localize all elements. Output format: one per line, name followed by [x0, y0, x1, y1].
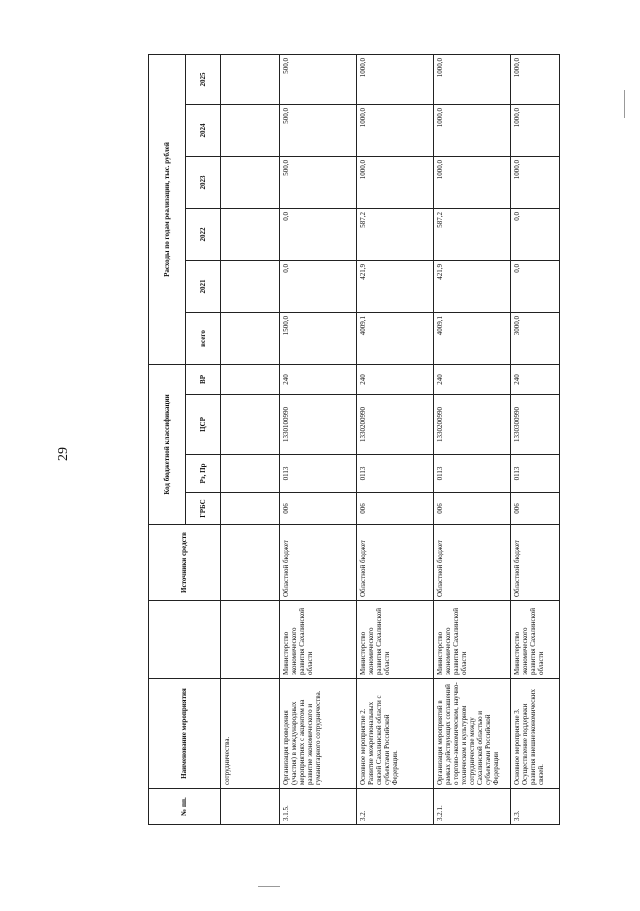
table-row: [280, 54, 357, 824]
row-name: сотрудничества.: [221, 679, 280, 789]
row-rzpr: 0113: [511, 455, 560, 493]
row-vr: 240: [434, 364, 511, 394]
row-source: Областной бюджет: [511, 525, 560, 601]
scan-mark: [258, 886, 280, 887]
row-csr: [221, 395, 280, 455]
header-2022: 2022: [186, 208, 221, 260]
row-executor: Министерство экономического развития Сахалинской области: [280, 601, 357, 679]
row-rzpr: 0113: [434, 455, 511, 493]
row-2022: 0,0: [511, 208, 560, 260]
row-source: [221, 525, 280, 601]
header-row-1: [149, 54, 186, 824]
row-2022: 587,2: [357, 208, 434, 260]
row-vr: 240: [357, 364, 434, 394]
header-num: № пп.: [149, 789, 221, 825]
row-source: Областной бюджет: [434, 525, 511, 601]
expenses-table: [148, 54, 560, 825]
row-vr: 240: [511, 364, 560, 394]
header-2023: 2023: [186, 156, 221, 208]
row-name: Организация мероприятий в рамках действующих соглашений о торгово-экономическом, научно-техническом и культурном сотрудничестве между Сахалинской областью и субъектами Российской Федерации: [434, 679, 511, 789]
row-2025: 1000,0: [434, 54, 511, 104]
row-2024: 1000,0: [434, 104, 511, 156]
row-executor: [221, 601, 280, 679]
header-2024: 2024: [186, 104, 221, 156]
row-rzpr: 0113: [357, 455, 434, 493]
row-vr: [221, 364, 280, 394]
scan-mark: [624, 90, 625, 118]
row-executor: Министерство экономического развития Сахалинской области: [511, 601, 560, 679]
row-2022: 587,2: [434, 208, 511, 260]
row-2022: 0,0: [280, 208, 357, 260]
row-grbs: 006: [434, 493, 511, 525]
row-total: [221, 312, 280, 364]
header-name: Наименование мероприятия: [149, 679, 221, 789]
row-2023: 1000,0: [434, 156, 511, 208]
table-row: [434, 54, 511, 824]
row-total: 4009,1: [434, 312, 511, 364]
row-num: 3.2.: [357, 789, 434, 825]
row-2024: [221, 104, 280, 156]
row-name: Основное мероприятие 2. Развитие межрегиональных связей Сахалинской области с субъектами Российской Федерации.: [357, 679, 434, 789]
row-num: [221, 789, 280, 825]
row-grbs: 006: [511, 493, 560, 525]
row-source: Областной бюджет: [280, 525, 357, 601]
row-2021: 0,0: [511, 260, 560, 312]
row-rzpr: 0113: [280, 455, 357, 493]
row-name: Организация проведения (участия) в международных мероприятиях с акцентом на развитие экономического и гуманитарного сотрудничества.: [280, 679, 357, 789]
header-vr: ВР: [186, 364, 221, 394]
row-2021: [221, 260, 280, 312]
row-total: 1500,0: [280, 312, 357, 364]
row-total: 4009,1: [357, 312, 434, 364]
row-2023: 500,0: [280, 156, 357, 208]
row-executor: Министерство экономического развития Сахалинской области: [434, 601, 511, 679]
row-executor: Министерство экономического развития Сахалинской области: [357, 601, 434, 679]
row-2025: 1000,0: [357, 54, 434, 104]
row-2025: [221, 54, 280, 104]
row-2023: 1000,0: [357, 156, 434, 208]
header-grbs: ГРБС: [186, 493, 221, 525]
row-name: Основное мероприятие 3. Осуществление поддержки развития внешнеэкономических связей.: [511, 679, 560, 789]
row-grbs: 006: [357, 493, 434, 525]
row-total: 3000,0: [511, 312, 560, 364]
row-2022: [221, 208, 280, 260]
row-num: 3.2.1.: [434, 789, 511, 825]
row-csr: 1330300990: [511, 395, 560, 455]
row-2023: [221, 156, 280, 208]
header-rzpr: Рз, Пр: [186, 455, 221, 493]
row-csr: 1330200990: [357, 395, 434, 455]
row-csr: 1330200990: [434, 395, 511, 455]
rotated-table-container: [148, 55, 548, 825]
row-2024: 1000,0: [357, 104, 434, 156]
row-grbs: 006: [280, 493, 357, 525]
row-2024: 500,0: [280, 104, 357, 156]
row-2021: 421,9: [434, 260, 511, 312]
header-2021: 2021: [186, 260, 221, 312]
row-2025: 1000,0: [511, 54, 560, 104]
table-row: [221, 54, 280, 824]
header-total: всего: [186, 312, 221, 364]
header-executor: [149, 601, 221, 679]
row-vr: 240: [280, 364, 357, 394]
table-row: [357, 54, 434, 824]
row-num: 3.1.5.: [280, 789, 357, 825]
header-expenses: Расходы по годам реализации, тыс. рублей: [149, 54, 186, 364]
header-csr: ЦСР: [186, 395, 221, 455]
row-csr: 1330100990: [280, 395, 357, 455]
row-2024: 1000,0: [511, 104, 560, 156]
row-source: Областной бюджет: [357, 525, 434, 601]
row-2025: 500,0: [280, 54, 357, 104]
row-grbs: [221, 493, 280, 525]
row-2023: 1000,0: [511, 156, 560, 208]
row-num: 3.3.: [511, 789, 560, 825]
page-number: 29: [56, 447, 71, 461]
table-row: [511, 54, 560, 824]
row-rzpr: [221, 455, 280, 493]
row-2021: 0,0: [280, 260, 357, 312]
header-sources: Источники средств: [149, 525, 221, 601]
header-2025: 2025: [186, 54, 221, 104]
row-2021: 421,9: [357, 260, 434, 312]
header-budget-code: Код бюджетной классификации: [149, 364, 186, 524]
